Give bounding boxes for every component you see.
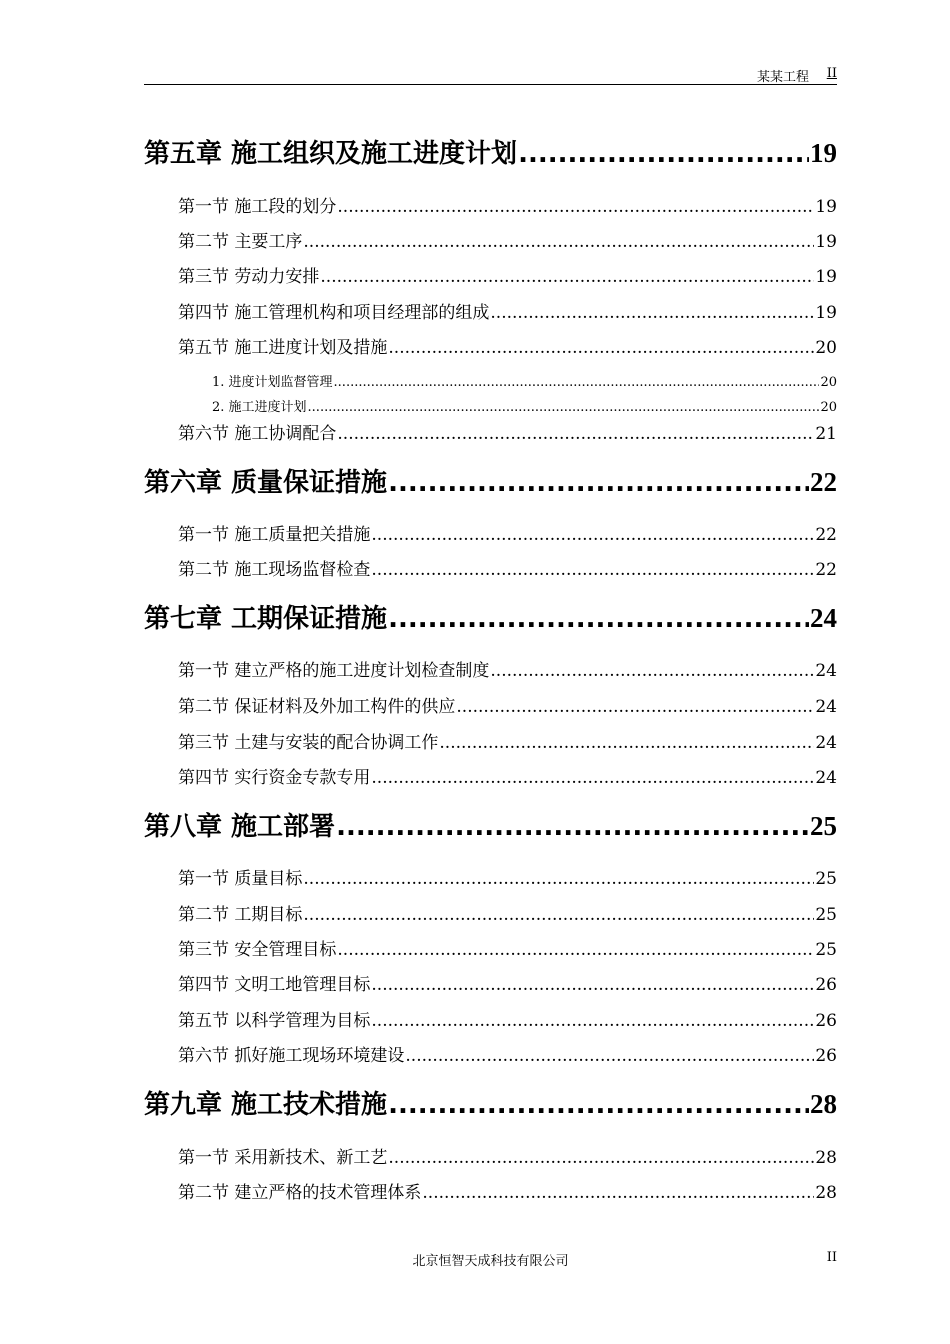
toc-chapter[interactable]: 第九章 施工技术措施 ..... 28: [144, 1084, 837, 1121]
page-footer: [144, 1250, 837, 1268]
toc-section[interactable]: 第一节 施工段的划分 ..... 19: [178, 192, 837, 217]
toc-section[interactable]: 第二节 保证材料及外加工构件的供应 ..... 24: [178, 692, 837, 717]
toc-section[interactable]: 第一节 施工质量把关措施 ..... 22: [178, 520, 837, 545]
toc-chapter[interactable]: 第五章 施工组织及施工进度计划 ..... 19: [144, 133, 837, 170]
toc-section[interactable]: 第三节 土建与安装的配合协调工作 ..... 24: [178, 728, 837, 753]
toc-section[interactable]: 第三节 劳动力安排 ..... 19: [178, 262, 837, 287]
toc-section[interactable]: 第一节 质量目标 ..... 25: [178, 864, 837, 889]
toc-section[interactable]: 第五节 以科学管理为目标 ..... 26: [178, 1006, 837, 1031]
footer-page-number: II: [826, 1250, 837, 1265]
toc-section[interactable]: 第六节 抓好施工现场环境建设 ..... 26: [178, 1041, 837, 1066]
page-header: [144, 64, 837, 85]
footer-company: 北京恒智天成科技有限公司: [412, 1254, 569, 1269]
toc-subsection[interactable]: 1. 进度计划监督管理 ..... 20: [212, 371, 837, 390]
toc-subsection[interactable]: 2. 施工进度计划 ..... 20: [212, 396, 837, 415]
toc-section[interactable]: 第三节 安全管理目标 ..... 25: [178, 935, 837, 960]
toc-section[interactable]: 第五节 施工进度计划及措施 ..... 20: [178, 333, 837, 358]
toc-section[interactable]: 第一节 建立严格的施工进度计划检查制度 ..... 24: [178, 656, 837, 681]
toc-section[interactable]: 第四节 施工管理机构和项目经理部的组成 ..... 19: [178, 298, 837, 323]
toc-chapter[interactable]: 第七章 工期保证措施 ..... 24: [144, 598, 837, 635]
toc-chapter[interactable]: 第八章 施工部署 ..... 25: [144, 806, 837, 843]
toc-section[interactable]: 第二节 建立严格的技术管理体系 ..... 28: [178, 1178, 837, 1203]
header-page-number: II: [826, 66, 837, 81]
toc-section[interactable]: 第一节 采用新技术、新工艺 ..... 28: [178, 1143, 837, 1168]
toc-section[interactable]: 第二节 主要工序 ..... 19: [178, 227, 837, 252]
toc-section[interactable]: 第二节 工期目标 ..... 25: [178, 900, 837, 925]
toc-section[interactable]: 第二节 施工现场监督检查 ..... 22: [178, 555, 837, 580]
toc-section[interactable]: 第四节 文明工地管理目标 ..... 26: [178, 970, 837, 995]
toc-chapter[interactable]: 第六章 质量保证措施 ..... 22: [144, 462, 837, 499]
toc-section[interactable]: 第四节 实行资金专款专用 ..... 24: [178, 763, 837, 788]
header-title: 某某工程: [756, 70, 809, 85]
toc-section[interactable]: 第六节 施工协调配合 ..... 21: [178, 419, 837, 444]
